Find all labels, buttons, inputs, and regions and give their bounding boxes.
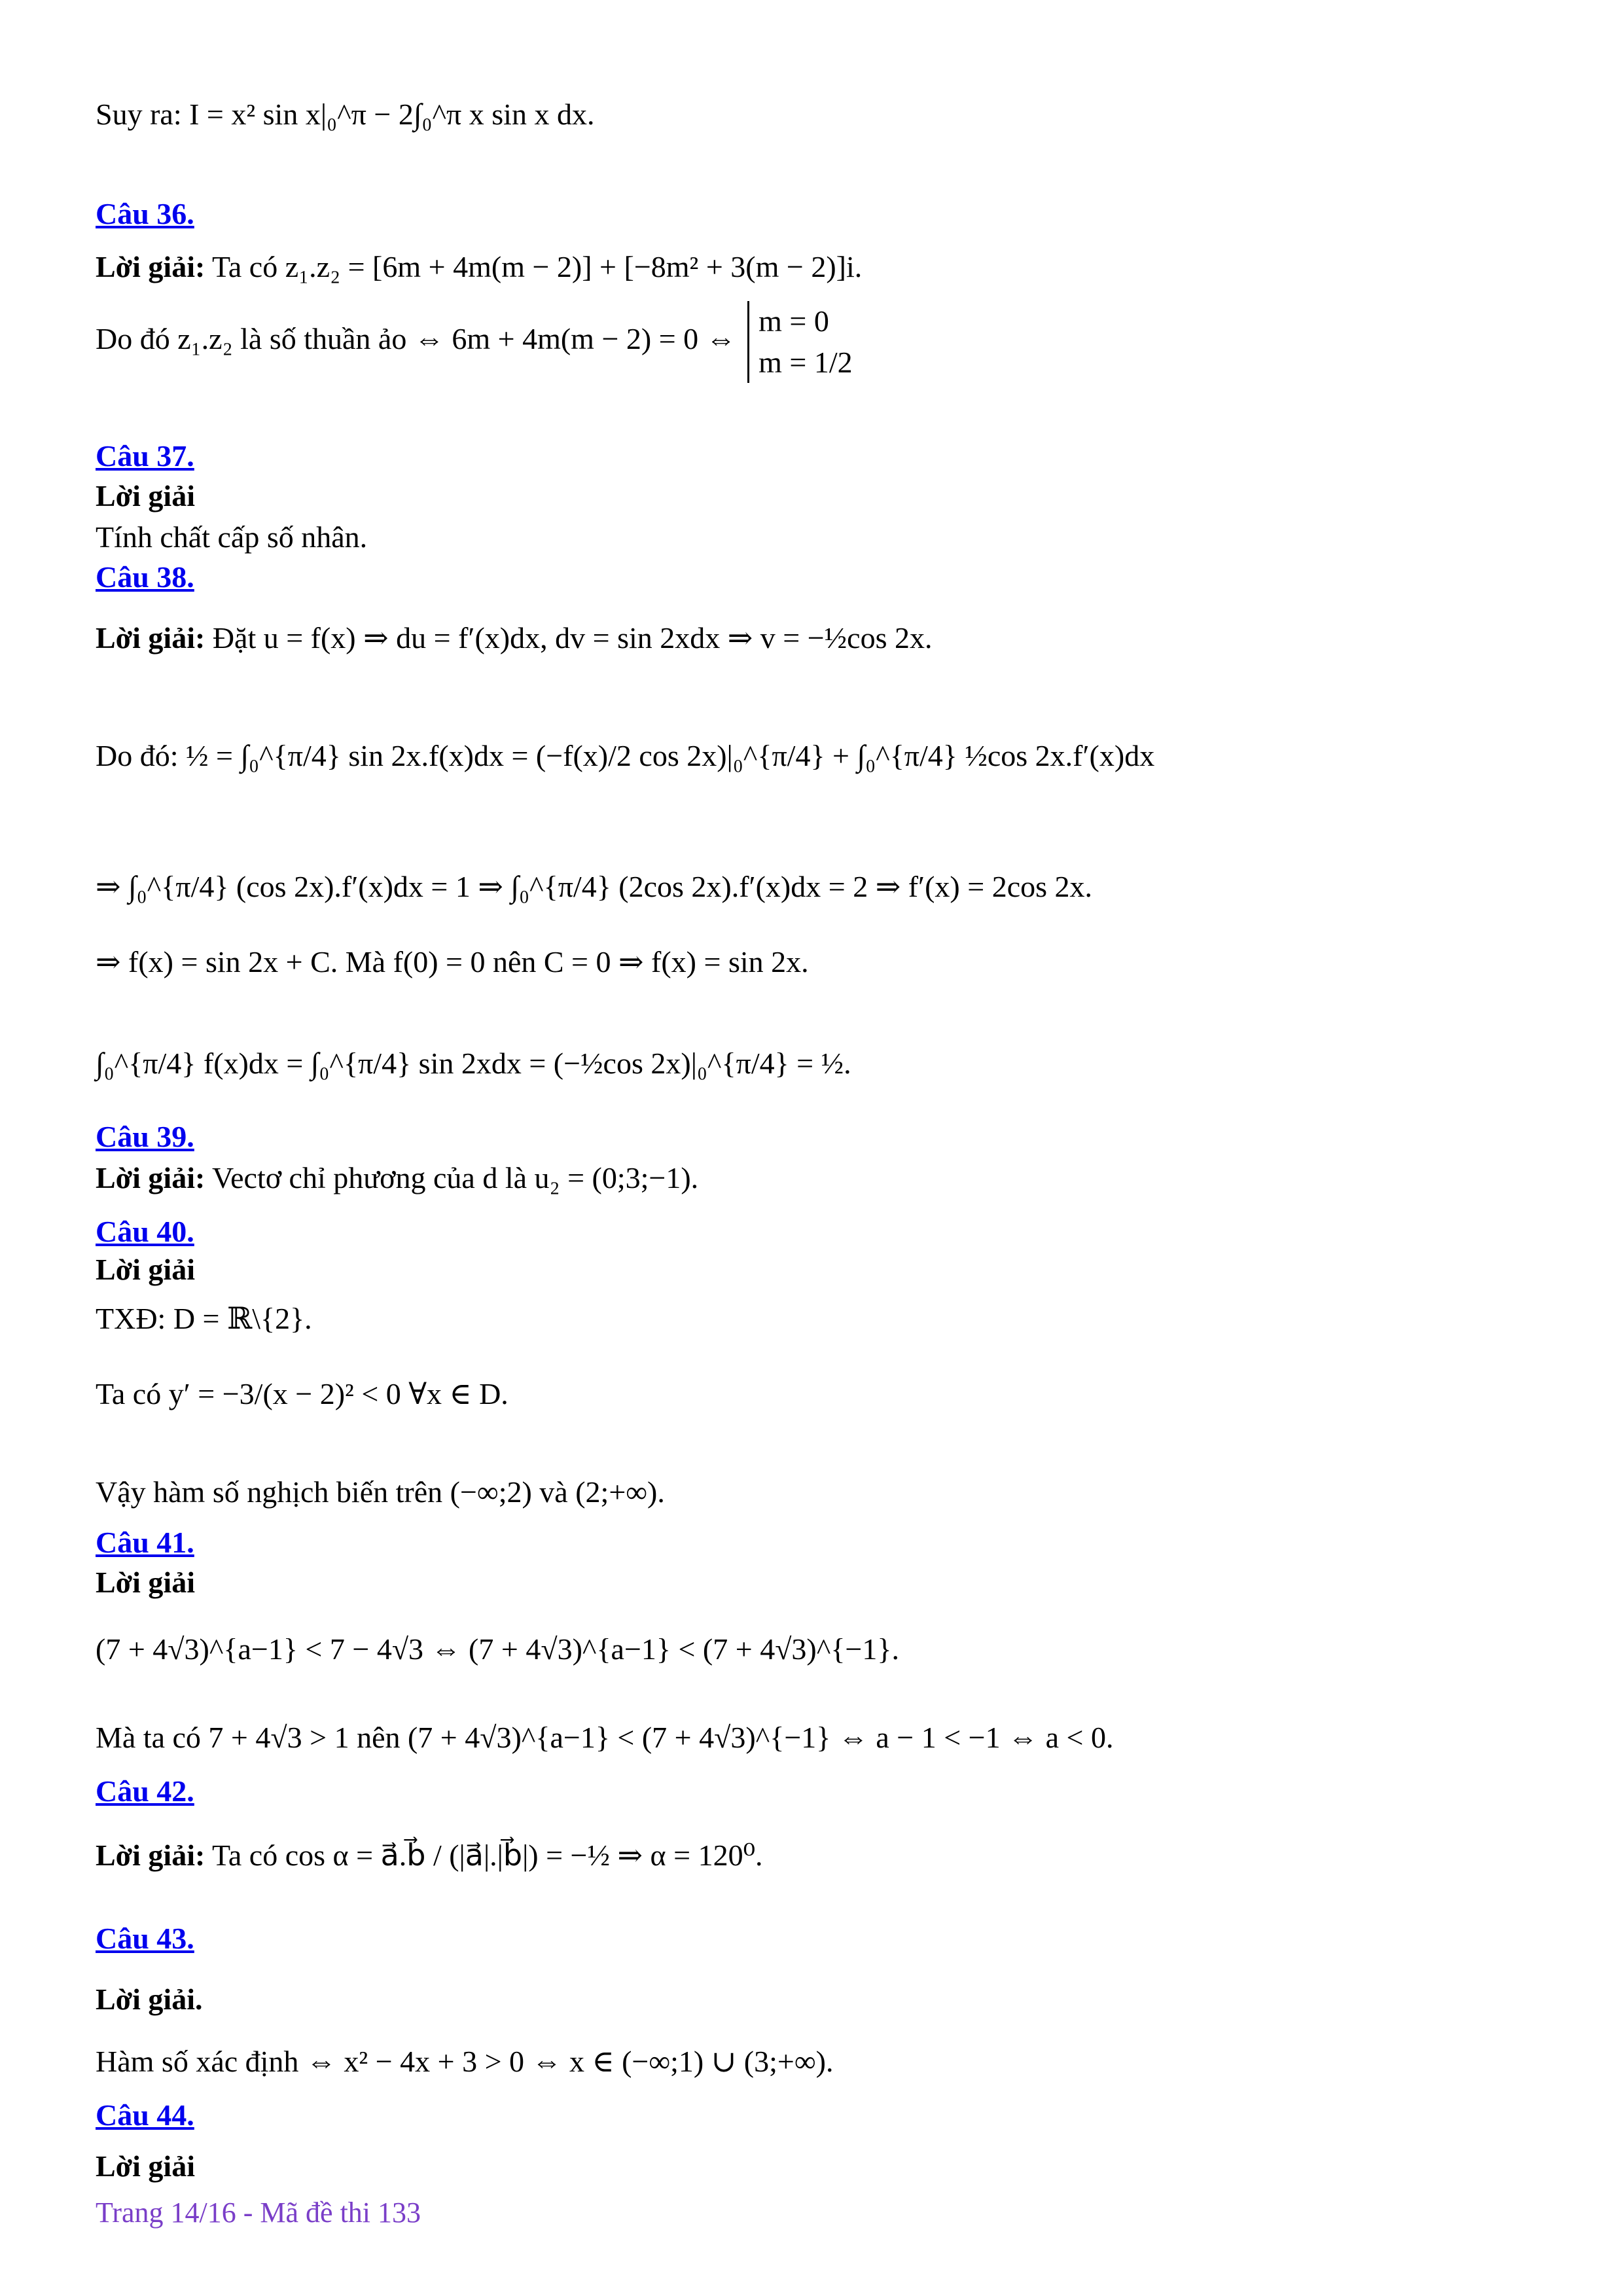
question-heading-39: Câu 39. [96, 1120, 194, 1153]
page-footer: Trang 14/16 - Mã đề thi 133 [96, 2197, 421, 2229]
solution-label-40: Lời giải [96, 1253, 195, 1286]
question-heading-40: Câu 40. [96, 1215, 194, 1248]
question-heading-41: Câu 41. [96, 1526, 194, 1559]
solution-40-line-3: Vậy hàm số nghịch biến trên (−∞;2) và (2;+∞). [96, 1475, 665, 1509]
equation-text: Suy ra: I = x² sin x|₀^π − 2∫₀^π x sin x dx. [96, 98, 595, 131]
solution-43-line: Hàm số xác định ⇔ x² − 4x + 3 > 0 ⇔ x ∈ (−∞;1) ∪ (3;+∞). [96, 2045, 834, 2078]
question-heading-43: Câu 43. [96, 1922, 194, 1955]
line-suy-ra [96, 98, 594, 132]
system-case-2: m = 1/2 [758, 345, 853, 379]
solution-36-line-2 [96, 301, 853, 383]
solution-label: Lời giải: [96, 621, 205, 655]
solution-38-line-5: ∫₀^{π/4} f(x)dx = ∫₀^{π/4} sin 2xdx = (−½cos 2x)|₀^{π/4} = ½. [96, 1047, 851, 1080]
solution-38-line-4: ⇒ f(x) = sin 2x + C. Mà f(0) = 0 nên C = 0 ⇒ f(x) = sin 2x. [96, 945, 809, 978]
solution-label: Lời giải: [96, 250, 205, 283]
solution-37-text: Tính chất cấp số nhân. [96, 520, 368, 554]
equation-text: Ta có cos α = a⃗.b⃗ / (|a⃗|.|b⃗|) = −½ ⇒ α = 120⁰. [211, 1839, 763, 1872]
equation-text: Do đó z₁.z₂ là số thuần ảo ⇔ 6m + 4m(m − 2) = 0 ⇔ [96, 322, 736, 356]
solution-41-line-1: (7 + 4√3)^{a−1} < 7 − 4√3 ⇔ (7 + 4√3)^{a−1} < (7 + 4√3)^{−1}. [96, 1632, 899, 1666]
equation-system [747, 301, 853, 383]
solution-38-line-3: ⇒ ∫₀^{π/4} (cos 2x).f′(x)dx = 1 ⇒ ∫₀^{π/4} (2cos 2x).f′(x)dx = 2 ⇒ f′(x) = 2cos 2x. [96, 870, 1093, 903]
solution-label-41: Lời giải [96, 1566, 195, 1599]
solution-label: Lời giải: [96, 1839, 205, 1872]
solution-39-line [96, 1162, 698, 1195]
question-heading-44: Câu 44. [96, 2098, 194, 2132]
equation-text: Ta có z₁.z₂ = [6m + 4m(m − 2)] + [−8m² + 3(m − 2)]i. [211, 250, 863, 283]
solution-38-line-1 [96, 622, 933, 655]
solution-38-line-2: Do đó: ½ = ∫₀^{π/4} sin 2x.f(x)dx = (−f(x)/2 cos 2x)|₀^{π/4} + ∫₀^{π/4} ½cos 2x.f′(x)dx [96, 739, 1155, 772]
solution-label: Lời giải: [96, 1161, 205, 1194]
solution-label-37: Lời giải [96, 479, 195, 512]
equation-text: Đặt u = f(x) ⇒ du = f′(x)dx, dv = sin 2xdx ⇒ v = −½cos 2x. [212, 621, 933, 655]
solution-40-line-2: Ta có y′ = −3/(x − 2)² < 0 ∀x ∈ D. [96, 1377, 508, 1410]
solution-41-line-2: Mà ta có 7 + 4√3 > 1 nên (7 + 4√3)^{a−1} < (7 + 4√3)^{−1} ⇔ a − 1 < −1 ⇔ a < 0. [96, 1721, 1114, 1754]
solution-36-line-1 [96, 251, 862, 284]
question-heading-37: Câu 37. [96, 439, 194, 473]
question-heading-38: Câu 38. [96, 560, 194, 594]
solution-label-44: Lời giải [96, 2149, 195, 2183]
solution-42-line [96, 1839, 763, 1873]
system-case-1: m = 0 [758, 304, 829, 338]
solution-label-43: Lời giải. [96, 1982, 203, 2016]
equation-text: Vectơ chỉ phương của d là u₂ = (0;3;−1). [211, 1161, 699, 1194]
solution-40-line-1: TXĐ: D = ℝ\{2}. [96, 1302, 312, 1335]
question-heading-42: Câu 42. [96, 1774, 194, 1808]
question-heading-36: Câu 36. [96, 197, 194, 230]
